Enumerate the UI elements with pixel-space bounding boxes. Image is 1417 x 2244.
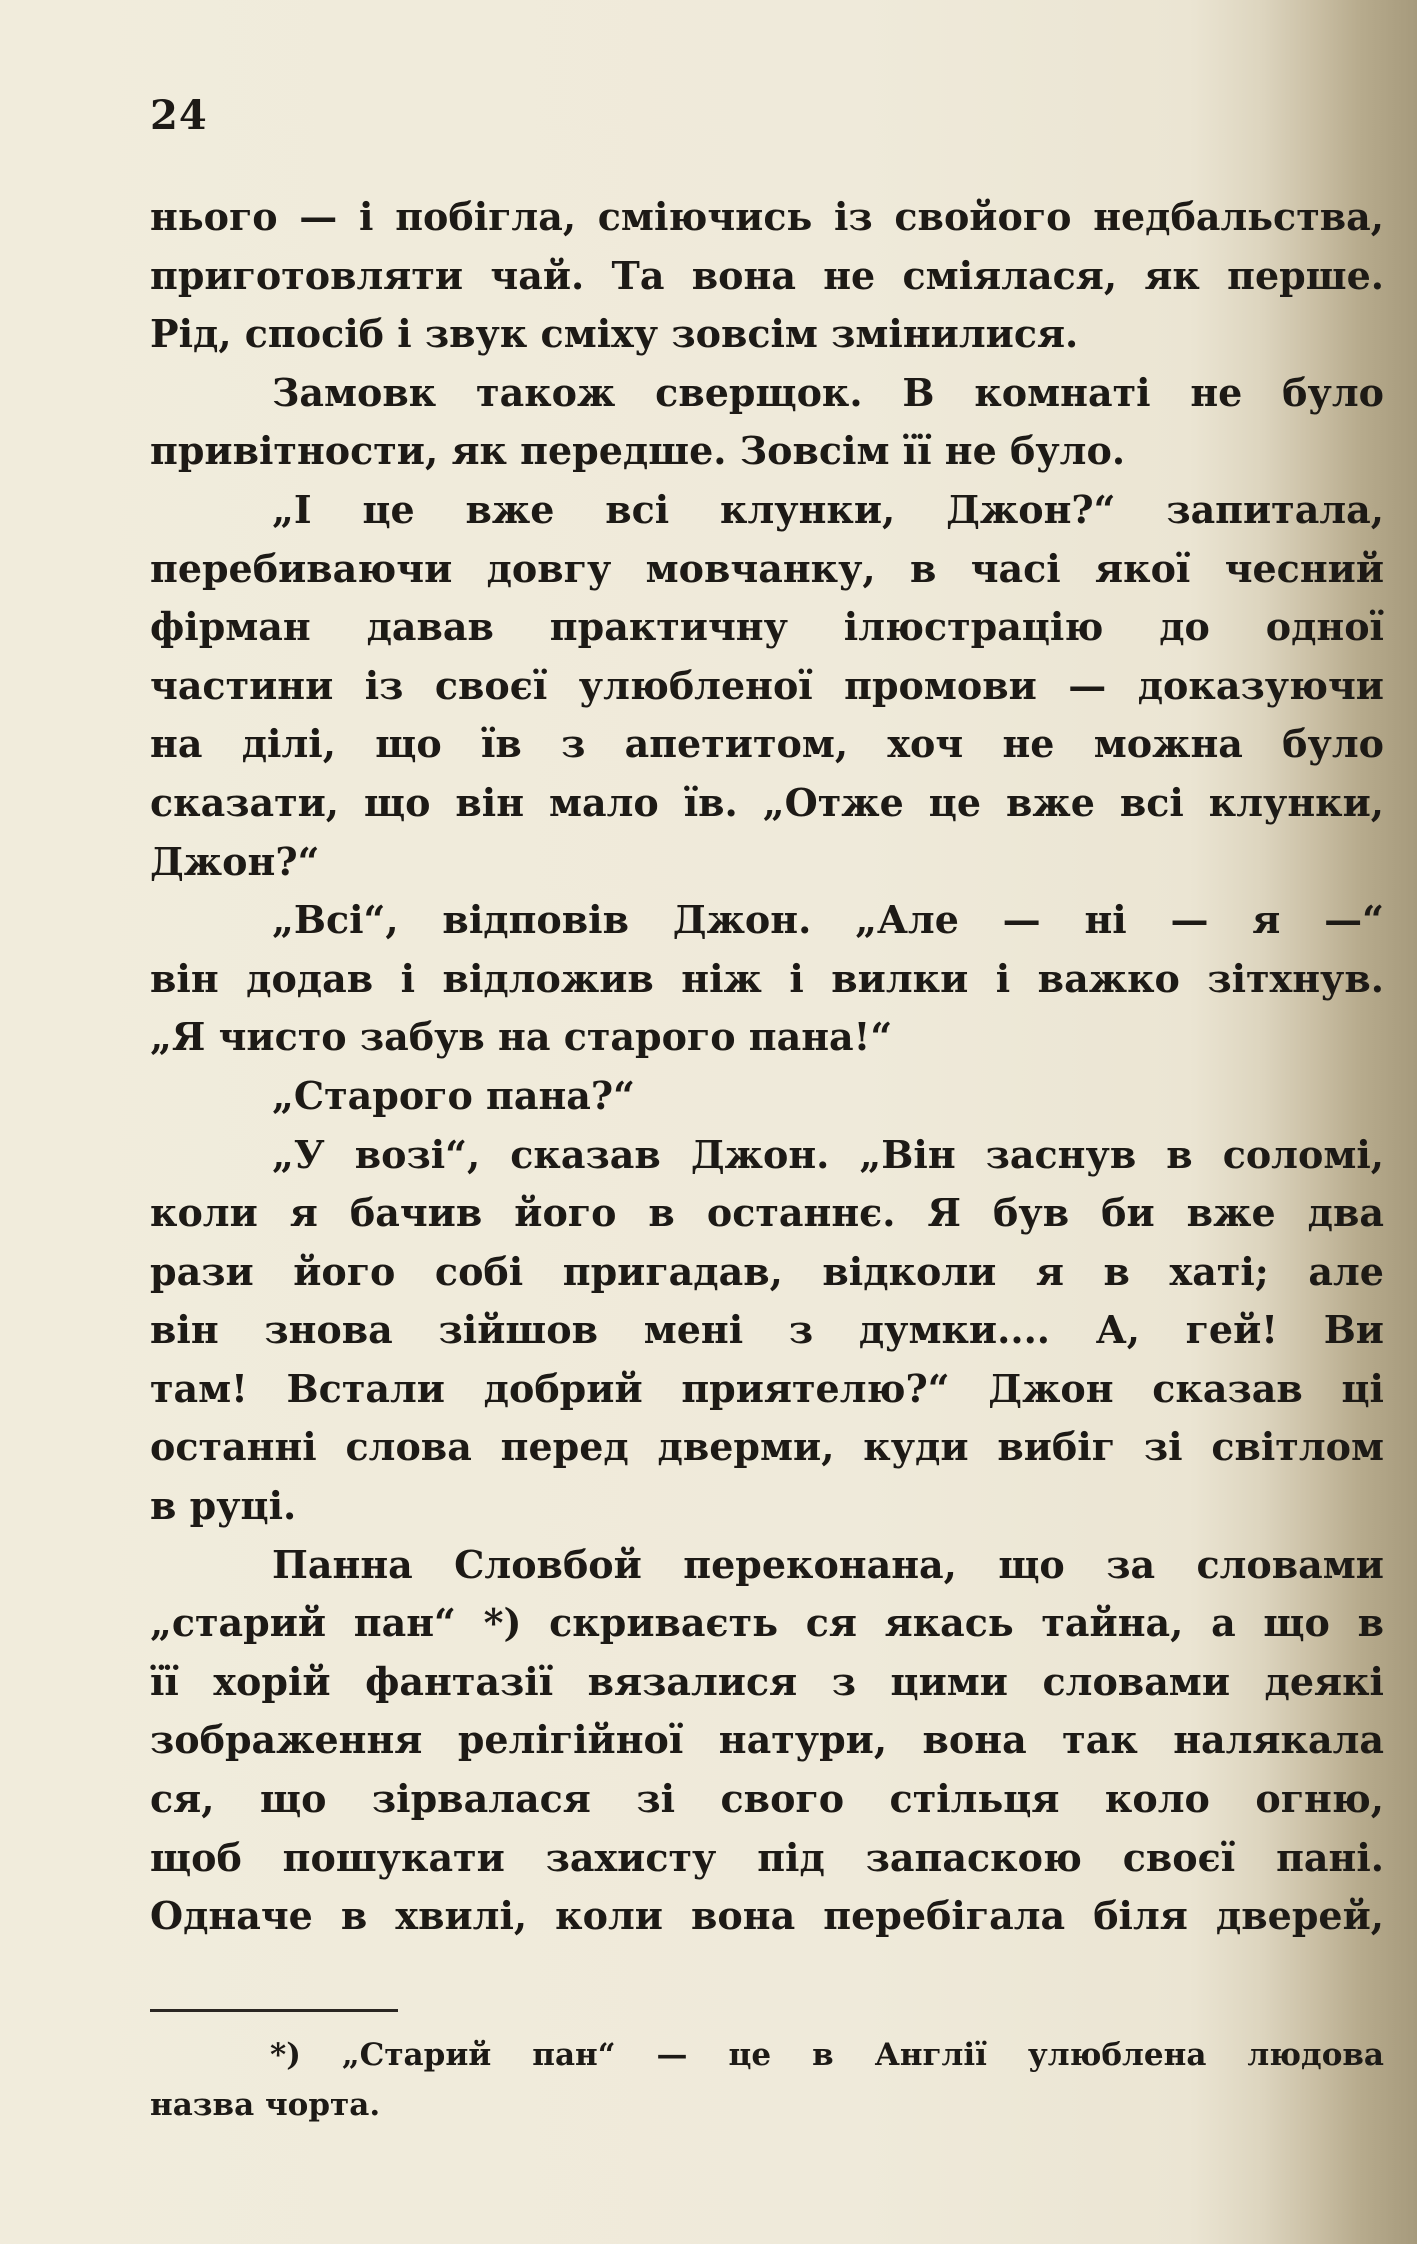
- main-text: [150, 188, 1384, 1946]
- footnote-line-1: *) „Старий пан“ — це в Англії улюблена людова: [270, 2037, 1384, 2073]
- text-line-5: привітности, як передше. Зовсім її не було.: [150, 428, 1126, 474]
- page-number: 24: [150, 92, 208, 139]
- text-line-20: він знова зійшов мені з думки.... А, гей! Ви: [150, 1307, 1384, 1353]
- text-line-14: він додав і відложив ніж і вилки і важко зітхнув.: [150, 955, 1384, 1001]
- text-line-17: „У возі“, сказав Джон. „Він заснув в соломі,: [272, 1131, 1384, 1177]
- text-line-15: „Я чисто забув на старого пана!“: [150, 1014, 893, 1060]
- text-line-13: „Всі“, відповів Джон. „Але — ні — я —“: [272, 897, 1384, 943]
- text-line-27: зображення релігійної натури, вона так налякала: [150, 1717, 1384, 1763]
- text-line-3: Рід, спосіб і звук сміху зовсім змінилися.: [150, 311, 1079, 357]
- text-line-10: на ділі, що їв з апетитом, хоч не можна було: [150, 721, 1384, 767]
- text-line-12: Джон?“: [150, 838, 320, 884]
- text-line-16: „Старого пана?“: [272, 1072, 636, 1118]
- text-line-8: фірман давав практичну ілюстрацію до одної: [150, 604, 1384, 650]
- text-line-1: нього — і побігла, сміючись із свойого недбальства,: [150, 194, 1384, 239]
- text-line-23: в руці.: [150, 1483, 297, 1529]
- text-line-25: „старий пан“ *) скриваєть ся якась тайна, а що в: [150, 1600, 1384, 1646]
- text-line-24: Панна Словбой переконана, що за словами: [272, 1541, 1384, 1587]
- text-line-28: ся, що зірвалася зі свого стільця коло огню,: [150, 1776, 1384, 1822]
- text-line-29: щоб пошукати захисту під запаскою своєї пані.: [150, 1834, 1384, 1880]
- text-line-11: сказати, що він мало їв. „Отже це вже всі клунки,: [150, 779, 1384, 825]
- text-line-19: рази його собі пригадав, відколи я в хаті; але: [150, 1248, 1384, 1294]
- text-line-18: коли я бачив його в останнє. Я був би вже два: [150, 1190, 1384, 1236]
- text-line-7: перебиваючи довгу мовчанку, в часі якої чесний: [150, 545, 1384, 591]
- footnote: [150, 2030, 1384, 2130]
- footnote-line-2: назва чорта.: [150, 2087, 381, 2123]
- text-line-2: приготовляти чай. Та вона не сміялася, як перше.: [150, 252, 1384, 298]
- text-line-9: частини із своєї улюбленої промови — доказуючи: [150, 662, 1384, 708]
- text-line-6: „І це вже всі клунки, Джон?“ запитала,: [272, 486, 1384, 532]
- text-line-26: її хорій фантазії вязалися з цими словами деякі: [150, 1658, 1384, 1704]
- text-line-4: Замовк також сверщок. В комнаті не було: [272, 369, 1384, 415]
- text-line-21: там! Встали добрий приятелю?“ Джон сказав ці: [150, 1365, 1384, 1411]
- footnote-divider: [150, 2009, 398, 2012]
- text-line-22: останні слова перед дверми, куди вибіг зі світлом: [150, 1424, 1384, 1470]
- text-line-30: Одначе в хвилі, коли вона перебігала біля дверей,: [150, 1893, 1384, 1939]
